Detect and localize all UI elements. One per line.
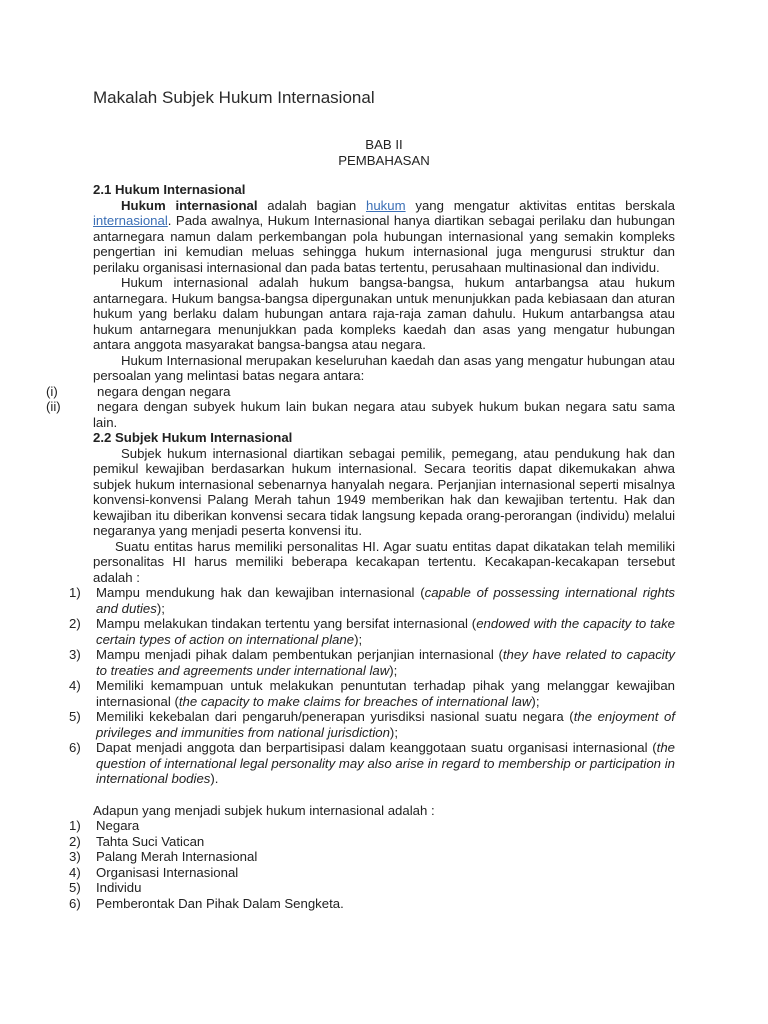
- list-marker: 1): [69, 585, 81, 600]
- list-item: 2) Mampu melakukan tindakan tertentu yang bersifat internasional (endowed with the capacity to take certain types of action on international plane);: [69, 616, 675, 647]
- list-marker: 2): [69, 833, 81, 849]
- list-marker: 1): [69, 818, 81, 833]
- paragraph: Hukum internasional adalah bagian hukum yang mengatur aktivitas entitas berskala internasional. Pada awalnya, Hukum Internasional hanya diartikan sebagai perilaku dan hubungan antarnegara namun dalam perkembangan pola hubungan internasional yang semakin kompleks pengertian ini kemudian meluas sehingga hukum internasional juga mengurusi struktur dan perilaku organisasi internasional dan pada batas tertentu, perusahaan multinasional dan individu.: [93, 197, 676, 275]
- chapter-label: BAB II: [365, 137, 403, 152]
- list-item: 1) Mampu mendukung hak dan kewajiban internasional (capable of possessing international rights and duties);: [69, 585, 675, 616]
- list-item: 1) Negara: [69, 818, 140, 833]
- hukum-link[interactable]: hukum: [366, 197, 406, 213]
- list-item: 2) Tahta Suci Vatican: [69, 833, 205, 849]
- list-marker: 5): [69, 709, 81, 724]
- paragraph: Subjek hukum internasional diartikan sebagai pemilik, pemegang, atau pendukung hak dan pemikul kewajiban berdasarkan hukum internasional. Secara teoritis dapat dikemukakan ahwa subjek hukum internasional sebenarnya hanyalah negara. Perjanjian internasional seperti misalnya konvensi-konvensi Palang Merah tahun 1949 memberikan hak dan kewajiban tertentu. Hak dan kewajiban itu diberikan konvensi secara tidak langsung kepada orang-perorangan (individu) melalui negaranya yang menjadi peserta konvensi itu.: [93, 445, 675, 538]
- paragraph: Hukum internasional adalah hukum bangsa-bangsa, hukum antarbangsa atau hukum antarnegara. Hukum bangsa-bangsa dipergunakan untuk menunjukkan pada kebiasaan dan aturan hukum yang berlaku dalam hubungan antara raja-raja zaman dahulu. Hukum antarbangsa atau hukum antarnegara menunjukkan pada kompleks kaedah dan asas yang mengatur hubungan antara anggota masyarakat bangsa-bangsa atau negara.: [93, 275, 675, 352]
- list-item: 4) Memiliki kemampuan untuk melakukan penuntutan terhadap pihak yang melanggar kewajiban internasional (the capacity to make claims for breaches of international law);: [69, 678, 675, 709]
- chapter-name: PEMBAHASAN: [338, 152, 430, 168]
- list-item: 3) Mampu menjadi pihak dalam pembentukan perjanjian internasional (they have related to capacity to treaties and agreements under international law);: [69, 647, 675, 678]
- document-body: [46, 182, 676, 911]
- list-marker: 3): [69, 647, 81, 662]
- list-marker: 2): [69, 616, 81, 631]
- list-item: (ii) negara dengan subyek hukum lain bukan negara atau subyek hukum bukan negara satu sama lain.: [46, 399, 675, 430]
- list-item: 6) Pemberontak Dan Pihak Dalam Sengketa.: [69, 895, 344, 911]
- list-marker: 3): [69, 849, 81, 864]
- list-item: 5) Memiliki kekebalan dari pengaruh/penerapan yurisdiksi nasional suatu negara (the enjoyment of privileges and immunities from national jurisdiction);: [69, 709, 675, 740]
- list-item: 4) Organisasi Internasional: [69, 864, 239, 880]
- spacer: [93, 787, 675, 803]
- list-marker: 4): [69, 678, 81, 693]
- bold-term: Hukum internasional: [121, 197, 258, 213]
- document-title: Makalah Subjek Hukum Internasional: [93, 88, 375, 107]
- list-marker: 5): [69, 880, 81, 895]
- section-heading-2-2: 2.2 Subjek Hukum Internasional: [93, 430, 293, 445]
- internasional-link[interactable]: internasional: [93, 213, 168, 228]
- chapter-heading: [0, 137, 768, 168]
- list-item: 3) Palang Merah Internasional: [69, 849, 258, 864]
- list-item: 5) Individu: [69, 880, 142, 895]
- section-heading-2-1: 2.1 Hukum Internasional: [93, 182, 246, 197]
- list-marker: 4): [69, 864, 81, 880]
- list-marker: (ii): [46, 399, 61, 414]
- list-marker: 6): [69, 895, 81, 911]
- paragraph: Adapun yang menjadi subjek hukum internasional adalah :: [93, 802, 435, 818]
- paragraph: Suatu entitas harus memiliki personalitas HI. Agar suatu entitas dapat dikatakan telah memiliki personalitas HI harus memiliki beberapa kecakapan tertentu. Kecakapan-kecakapan tersebut adalah :: [93, 538, 675, 585]
- list-marker: (i): [46, 383, 58, 399]
- list-item: (i) negara dengan negara: [46, 383, 231, 399]
- paragraph: Hukum Internasional merupakan keseluruhan kaedah dan asas yang mengatur hubungan atau persoalan yang melintasi batas negara antara:: [93, 352, 675, 383]
- list-marker: 6): [69, 740, 81, 755]
- list-item: 6) Dapat menjadi anggota dan berpartisipasi dalam keanggotaan suatu organisasi internasional (the question of international legal personality may also arise in regard to membership or participation in international bodies).: [69, 740, 675, 786]
